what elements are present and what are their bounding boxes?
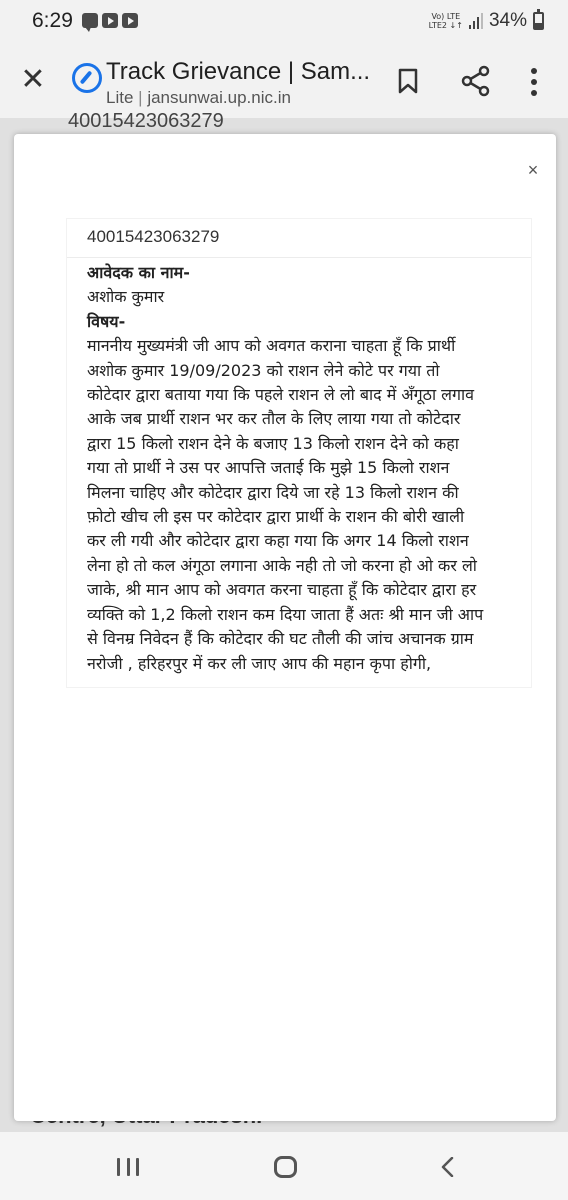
notification-icons bbox=[82, 13, 138, 28]
youtube-icon bbox=[102, 13, 118, 28]
subject-text: माननीय मुख्यमंत्री जी आप को अवगत कराना चाहता हूँ कि प्रार्थी अशोक कुमार 19/09/2023 को राशन लेने कोटे पर गया तो कोटेदार द्वारा बताया गया कि पहले राशन ले लो बाद में अँगूठा लगाव आके जब प्रार्थी राशन भर कर तौल के लिए लाया गया तो कोटेदार द्वारा 15 किलो राशन देने के बजाए 13 किलो राशन देने को कहा गया तो प्रार्थी ने उस पर आपत्ति जताई कि मुझे 15 किलो राशन मिलना चाहिए और कोटेदार द्वारा दिये जा रहे 13 किलो राशन की फ़ोटो खीच ली इस पर कोटेदार द्वारा प्रार्थी के राशन की बोरी खाली कर ली गयी और कोटेदार द्वारा कहा गया कि अगर 14 किलो राशन लेना हो तो कल अंगूठा लगाना आके नही तो जो करना हो ओ कर लो जाके, श्री मान आप को अवगत करना चाहता हूँ कि कोटेदार द्वारा हर व्यक्ति को 1,2 किलो राशन कम दिया जाता हैं अतः श्री मान जी आप से विनम्र निवेदन हैं कि कोटेदार की घट तौली की जांच अचानक ग्राम नरोजी , हरिहरपुर में कर ली जाए आप की महान कृपा होगी, bbox=[87, 336, 484, 673]
share-icon[interactable] bbox=[460, 65, 492, 97]
subject-label: विषय- bbox=[87, 311, 126, 331]
lite-label: Lite bbox=[106, 88, 134, 107]
background-grievance-id: 40015423063279 bbox=[68, 110, 224, 132]
close-icon[interactable]: ✕ bbox=[20, 63, 46, 96]
grievance-id: 40015423063279 bbox=[87, 227, 220, 246]
signal-icon bbox=[469, 13, 483, 29]
applicant-label: आवेदक का नाम- bbox=[87, 263, 190, 282]
network-bottom-label: LTE2 ↓↑ bbox=[428, 21, 463, 30]
domain-label: jansunwai.up.nic.in bbox=[147, 88, 291, 107]
compass-icon bbox=[72, 63, 102, 93]
back-icon[interactable] bbox=[438, 1157, 458, 1177]
message-icon bbox=[82, 13, 98, 28]
status-bar bbox=[0, 0, 568, 44]
recents-icon[interactable] bbox=[117, 1158, 139, 1176]
applicant-name: अशोक कुमार bbox=[87, 287, 165, 307]
page-title[interactable]: Track Grievance | Sam... bbox=[106, 58, 371, 85]
battery-percent: 34% bbox=[488, 10, 527, 31]
grievance-card bbox=[66, 218, 532, 688]
url-separator: | bbox=[138, 88, 143, 107]
custom-tab-toolbar bbox=[0, 44, 568, 118]
status-right bbox=[429, 10, 544, 32]
bookmark-icon[interactable] bbox=[396, 67, 420, 95]
system-nav-bar bbox=[0, 1132, 568, 1200]
more-vert-icon[interactable] bbox=[524, 66, 544, 98]
url-line[interactable] bbox=[106, 88, 291, 108]
grievance-modal bbox=[14, 134, 556, 1121]
battery-icon bbox=[533, 12, 544, 30]
youtube-icon bbox=[122, 13, 138, 28]
modal-close-button[interactable]: × bbox=[527, 160, 539, 180]
card-divider bbox=[67, 257, 531, 258]
network-indicator bbox=[429, 12, 463, 30]
network-top-label: Vo) LTE bbox=[431, 12, 461, 21]
grievance-details bbox=[87, 261, 527, 676]
home-icon[interactable] bbox=[274, 1156, 297, 1178]
status-time: 6:29 bbox=[32, 9, 73, 32]
